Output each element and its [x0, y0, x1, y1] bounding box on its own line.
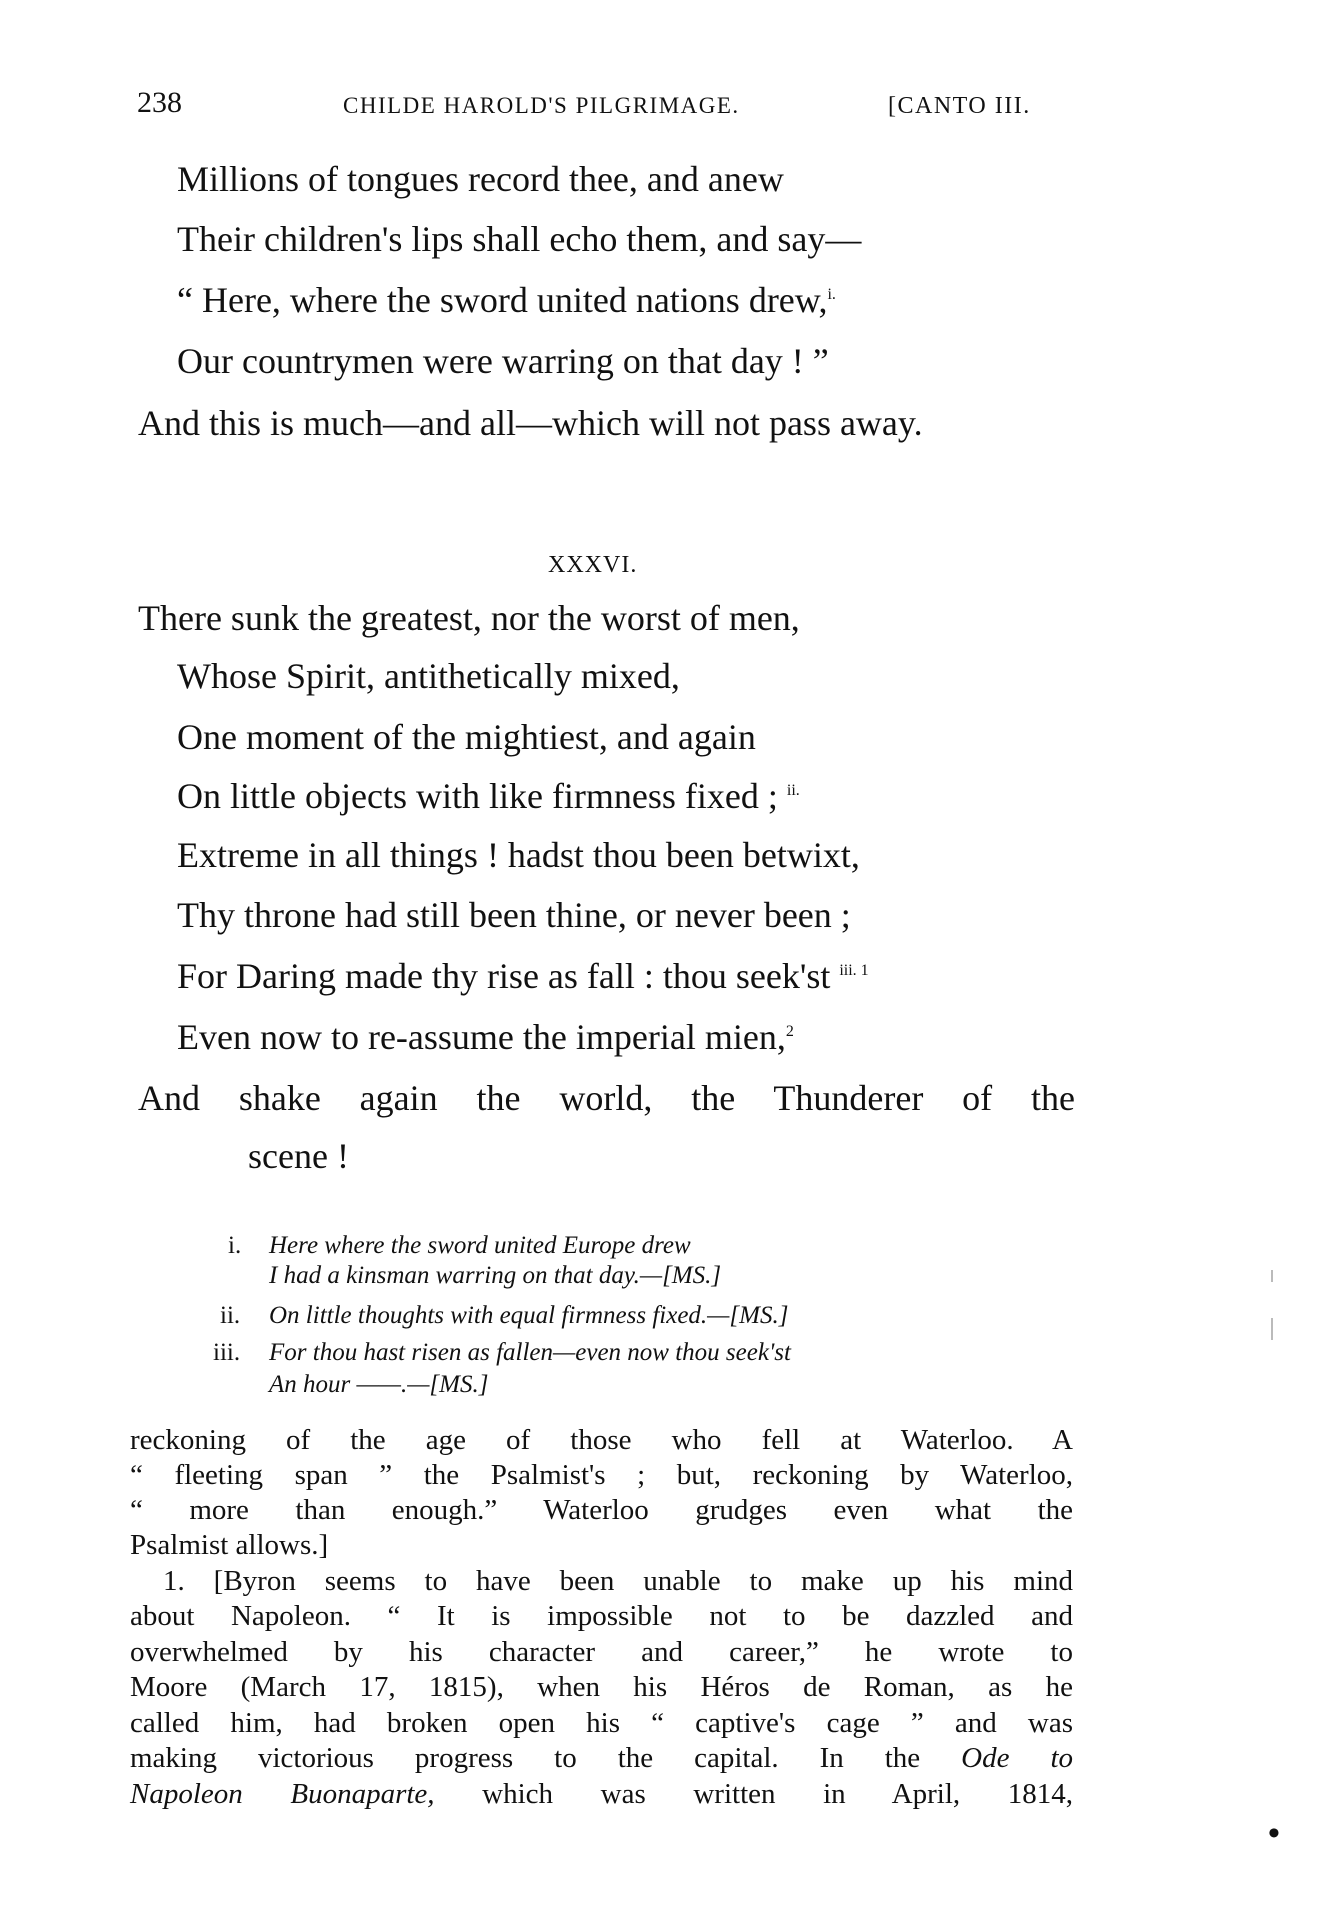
- note-ref: iii. 1: [839, 962, 869, 979]
- prose-line: Psalmist allows.]: [130, 1529, 329, 1561]
- variant-note-num: ii.: [220, 1302, 241, 1329]
- verse-line: And this is much—and all—which will not pass away.: [138, 403, 923, 443]
- verse-line: [177, 955, 869, 997]
- variant-note-text: Here where the sword united Europe drew: [269, 1232, 691, 1259]
- prose-line: [130, 1742, 1073, 1775]
- verse-text: On little objects with like firmness fixed ;: [177, 776, 778, 816]
- variant-note-text: On little thoughts with equal firmness fixed.—[MS.]: [269, 1302, 789, 1329]
- verse-line: Millions of tongues record thee, and anew: [177, 159, 784, 199]
- variant-note-num: i.: [228, 1232, 242, 1259]
- verse-text: For Daring made thy rise as fall : thou seek'st: [177, 956, 831, 996]
- prose-line: called him, had broken open his “ captive's cage ” and was: [130, 1707, 1073, 1739]
- running-title: CHILDE HAROLD'S PILGRIMAGE.: [343, 93, 740, 118]
- prose-text: making victorious progress to the capital. In the: [130, 1742, 921, 1774]
- prose-line: [130, 1778, 1073, 1811]
- prose-line: “ fleeting span ” the Psalmist's ; but, reckoning by Waterloo,: [130, 1459, 1073, 1491]
- verse-line: Thy throne had still been thine, or never been ;: [177, 895, 851, 935]
- verse-line: [177, 279, 836, 321]
- verse-text: Even now to re-assume the imperial mien,: [177, 1017, 786, 1057]
- variant-note-text: For thou hast risen as fallen—even now thou seek'st: [269, 1339, 791, 1366]
- prose-line: Moore (March 17, 1815), when his Héros de Roman, as he: [130, 1671, 1073, 1703]
- page-number: 238: [137, 86, 182, 119]
- verse-line: [177, 775, 800, 817]
- verse-line: One moment of the mightiest, and again: [177, 717, 756, 757]
- ink-blot: •: [1268, 1815, 1280, 1852]
- prose-line: “ more than enough.” Waterloo grudges even what the: [130, 1494, 1073, 1526]
- variant-note-num: iii.: [213, 1339, 241, 1366]
- verse-text: “ Here, where the sword united nations drew,: [177, 280, 828, 320]
- prose-text: which was written in April, 1814,: [434, 1778, 1073, 1810]
- note-ref: ii.: [786, 782, 800, 799]
- scan-mark: [1271, 1270, 1273, 1282]
- verse-line: Whose Spirit, antithetically mixed,: [177, 656, 680, 696]
- prose-italic: Ode to: [961, 1742, 1074, 1774]
- verse-line: Our countrymen were warring on that day ! ”: [177, 341, 829, 381]
- verse-line: [177, 1016, 794, 1058]
- prose-italic: Napoleon Buonaparte,: [130, 1778, 435, 1810]
- prose-line: 1. [Byron seems to have been unable to make up his mind: [163, 1565, 1073, 1597]
- verse-line: scene !: [248, 1136, 349, 1176]
- prose-line: overwhelmed by his character and career,” he wrote to: [130, 1636, 1073, 1668]
- note-ref: i.: [827, 286, 836, 303]
- scan-mark: [1271, 1318, 1273, 1340]
- verse-line: And shake again the world, the Thunderer of the: [138, 1078, 1075, 1118]
- prose-line: reckoning of the age of those who fell at Waterloo. A: [130, 1424, 1073, 1456]
- verse-line: Their children's lips shall echo them, and say—: [177, 219, 862, 259]
- verse-line: Extreme in all things ! hadst thou been betwixt,: [177, 835, 860, 875]
- verse-line: There sunk the greatest, nor the worst of men,: [138, 598, 800, 638]
- canto-label: [CANTO III.: [888, 93, 1031, 119]
- variant-note-text: An hour ——.—[MS.]: [269, 1371, 489, 1398]
- prose-line: about Napoleon. “ It is impossible not to be dazzled and: [130, 1600, 1073, 1632]
- note-ref: 2: [785, 1023, 794, 1040]
- stanza-number: XXXVI.: [548, 552, 638, 578]
- variant-note-text: I had a kinsman warring on that day.—[MS.]: [269, 1262, 722, 1289]
